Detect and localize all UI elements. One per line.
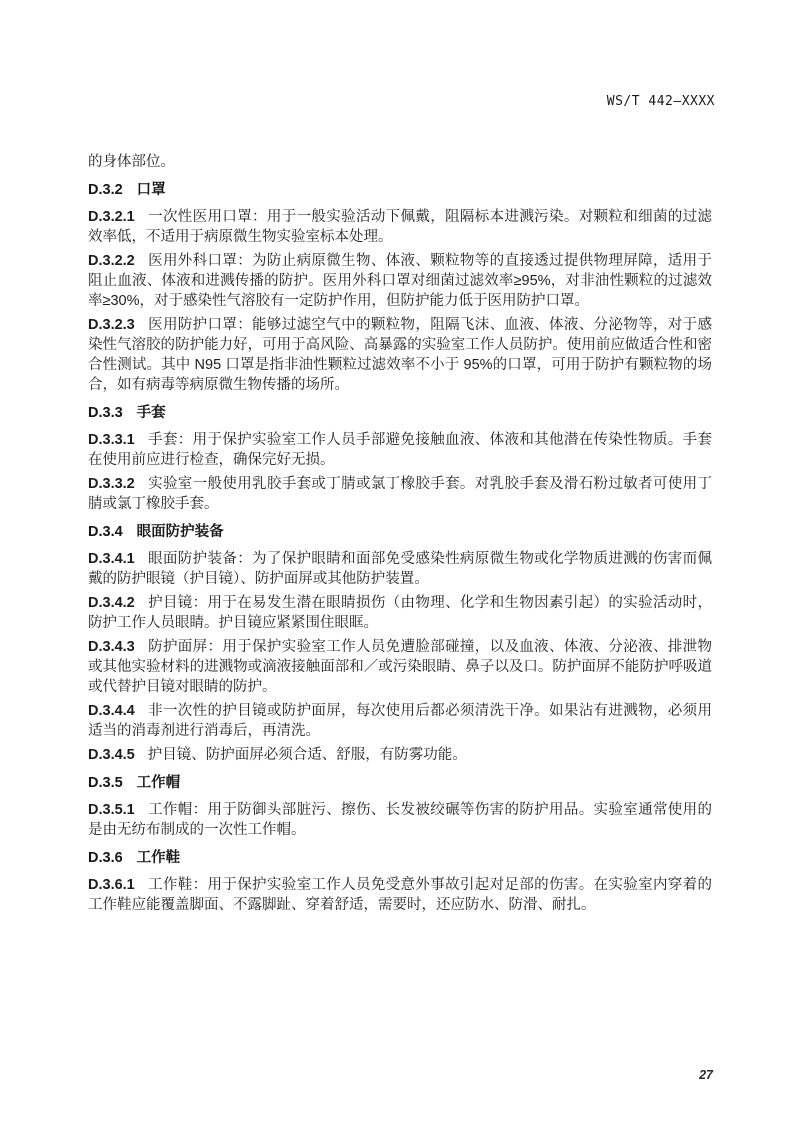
document-body xyxy=(88,152,712,919)
clause-text: 工作帽：用于防御头部脏污、擦伤、长发被绞碾等伤害的防护用品。实验室通常使用的是由无纺布制成的一次性工作帽。 xyxy=(88,802,712,838)
clause-paragraph-d-3-5-1 xyxy=(88,800,712,840)
clause-number: D.3.3.1 xyxy=(88,432,135,448)
section-heading-d-3-6 xyxy=(88,848,712,868)
section-title: 口罩 xyxy=(136,182,166,198)
continuation-paragraph: 的身体部位。 xyxy=(88,154,175,170)
section-heading-d-3-3 xyxy=(88,403,712,423)
section-title: 工作鞋 xyxy=(136,850,181,866)
clause-number: D.3.4.1 xyxy=(88,551,135,567)
section-title: 手套 xyxy=(136,405,166,421)
clause-text: 非一次性的护目镜或防护面屏，每次使用后都必须清洗干净。如果沾有进溅物，必须用适当的消毒剂进行消毒后，再清洗。 xyxy=(88,703,712,739)
clause-text: 护目镜、防护面屏必须合适、舒服，有防雾功能。 xyxy=(147,747,467,763)
clause-paragraph-d-3-2-1 xyxy=(88,207,712,247)
section-number: D.3.2 xyxy=(88,182,123,198)
clause-paragraph-d-3-4-4 xyxy=(88,701,712,741)
clause-paragraph-d-3-2-3 xyxy=(88,315,712,395)
clause-paragraph-d-3-2-2 xyxy=(88,251,712,311)
clause-paragraph-d-3-4-2 xyxy=(88,593,712,633)
section-number: D.3.6 xyxy=(88,850,123,866)
section-heading-d-3-5 xyxy=(88,773,712,793)
section-number: D.3.5 xyxy=(88,775,123,791)
clause-text: 工作鞋：用于保护实验室工作人员免受意外事故引起对足部的伤害。在实验室内穿着的工作鞋应能覆盖脚面、不露脚趾、穿着舒适，需要时，还应防水、防滑、耐扎。 xyxy=(88,877,712,913)
section-heading-d-3-2 xyxy=(88,180,712,200)
standard-number-header: WS/T 442—XXXX xyxy=(606,94,715,109)
clause-text: 一次性医用口罩：用于一般实验活动下佩戴，阻隔标本进溅污染。对颗粒和细菌的过滤效率低，不适用于病原微生物实验室标本处理。 xyxy=(88,209,712,245)
section-title: 工作帽 xyxy=(136,775,181,791)
clause-number: D.3.6.1 xyxy=(88,877,135,893)
clause-text: 医用外科口罩：为防止病原微生物、体液、颗粒物等的直接透过提供物理屏障，适用于阻止血液、体液和进溅传播的防护。医用外科口罩对细菌过滤效率≥95%，对非油性颗粒的过滤效率≥30%，对于感染性气溶胶有一定防护作用，但防护能力低于医用防护口罩。 xyxy=(88,253,712,309)
clause-paragraph-d-3-4-5 xyxy=(88,745,712,765)
section-title: 眼面防护装备 xyxy=(136,524,224,540)
clause-text: 手套：用于保护实验室工作人员手部避免接触血液、体液和其他潜在传染性物质。手套在使用前应进行检查，确保完好无损。 xyxy=(88,432,712,468)
clause-number: D.3.4.2 xyxy=(88,595,135,611)
page-number: 27 xyxy=(699,1068,713,1082)
clause-paragraph-d-3-4-1 xyxy=(88,549,712,589)
clause-number: D.3.2.3 xyxy=(88,317,135,333)
clause-paragraph-d-3-6-1 xyxy=(88,875,712,915)
clause-text: 护目镜：用于在易发生潜在眼睛损伤（由物理、化学和生物因素引起）的实验活动时，防护工作人员眼睛。护目镜应紧紧围住眼眶。 xyxy=(88,595,712,631)
clause-text: 实验室一般使用乳胶手套或丁腈或氯丁橡胶手套。对乳胶手套及滑石粉过敏者可使用丁腈或氯丁橡胶手套。 xyxy=(88,476,712,512)
clause-paragraph-d-3-3-2 xyxy=(88,474,712,514)
clause-number: D.3.4.4 xyxy=(88,703,135,719)
clause-number: D.3.4.5 xyxy=(88,747,135,763)
clause-number: D.3.3.2 xyxy=(88,476,135,492)
section-number: D.3.3 xyxy=(88,405,123,421)
clause-number: D.3.5.1 xyxy=(88,802,135,818)
clause-text: 医用防护口罩：能够过滤空气中的颗粒物，阻隔飞沫、血液、体液、分泌物等，对于感染性气溶胶的防护能力好，可用于高风险、高暴露的实验室工作人员防护。使用前应做适合性和密合性测试。其中 N95 口罩是指非油性颗粒过滤效率不小于 95%的口罩，可用于防护有颗粒物的场合，如有病毒等病原微生物传播的场所。 xyxy=(88,317,712,393)
clause-text: 防护面屏：用于保护实验室工作人员免遭脸部碰撞，以及血液、体液、分泌液、排泄物或其他实验材料的进溅物或滴液接触面部和／或污染眼睛、鼻子以及口。防护面屏不能防护呼吸道或代替护目镜对眼睛的防护。 xyxy=(88,639,712,695)
clause-text: 眼面防护装备：为了保护眼睛和面部免受感染性病原微生物或化学物质进溅的伤害而佩戴的防护眼镜（护目镜）、防护面屏或其他防护装置。 xyxy=(88,551,712,587)
clause-number: D.3.2.2 xyxy=(88,253,135,269)
clause-paragraph-d-3-4-3 xyxy=(88,637,712,697)
section-number: D.3.4 xyxy=(88,524,123,540)
clause-number: D.3.4.3 xyxy=(88,639,135,655)
section-heading-d-3-4 xyxy=(88,522,712,542)
clause-paragraph-d-3-3-1 xyxy=(88,430,712,470)
clause-number: D.3.2.1 xyxy=(88,209,135,225)
